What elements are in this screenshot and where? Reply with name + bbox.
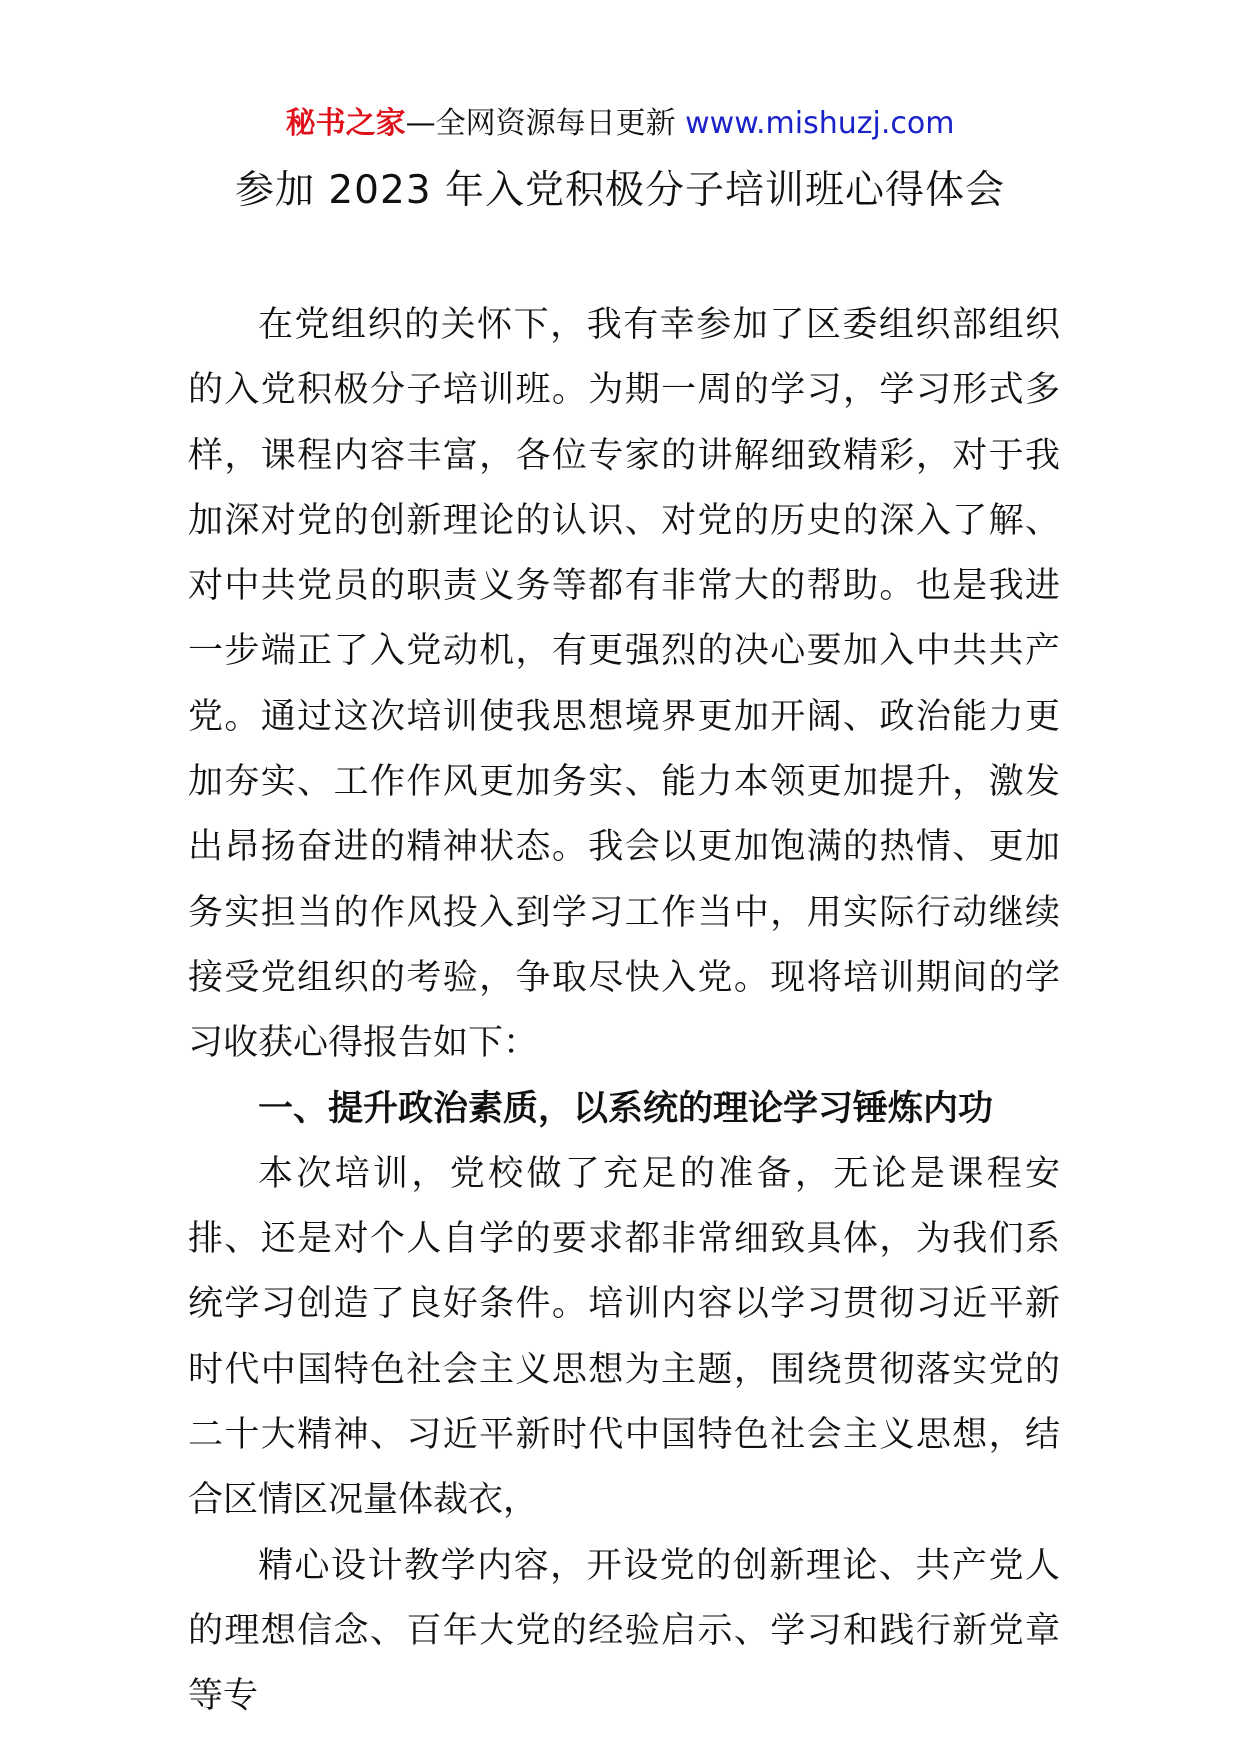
site-tagline: —全网资源每日更新 <box>405 106 676 141</box>
paragraph-training: 本次培训，党校做了充足的准备，无论是课程安排、还是对个人自学的要求都非常细致具体，为我们系统学习创造了良好条件。培训内容以学习贯彻习近平新时代中国特色社会主义思想为主题，围绕贯彻落实党的二十大精神、习近平新时代中国特色社会主义思想，结合区情区况量体裁衣， <box>188 1153 1060 1521</box>
site-name: 秘书之家 <box>285 106 406 141</box>
site-url-link[interactable]: www.mishuzj.com <box>685 106 955 141</box>
document-body <box>188 293 1060 1730</box>
section-heading: 一、提升政治素质，以系统的理论学习锤炼内功 <box>258 1088 994 1129</box>
paragraph-curriculum: 精心设计教学内容，开设党的创新理论、共产党人的理想信念、百年大党的经验启示、学习和践行新党章等专 <box>188 1545 1060 1717</box>
site-header <box>0 104 1240 144</box>
paragraph-intro: 在党组织的关怀下，我有幸参加了区委组织部组织的入党积极分子培训班。为期一周的学习，学习形式多样，课程内容丰富，各位专家的讲解细致精彩，对于我加深对党的创新理论的认识、对党的历史的深入了解、对中共党员的职责义务等都有非常大的帮助。也是我进一步端正了入党动机，有更强烈的决心要加入中共共产党。通过这次培训使我思想境界更加开阔、政治能力更加夯实、工作作风更加务实、能力本领更加提升，激发出昂扬奋进的精神状态。我会以更加饱满的热情、更加务实担当的作风投入到学习工作当中，用实际行动继续接受党组织的考验，争取尽快入党。现将培训期间的学习收获心得报告如下： <box>188 305 1060 1064</box>
document-title: 参加 2023 年入党积极分子培训班心得体会 <box>234 168 1006 213</box>
